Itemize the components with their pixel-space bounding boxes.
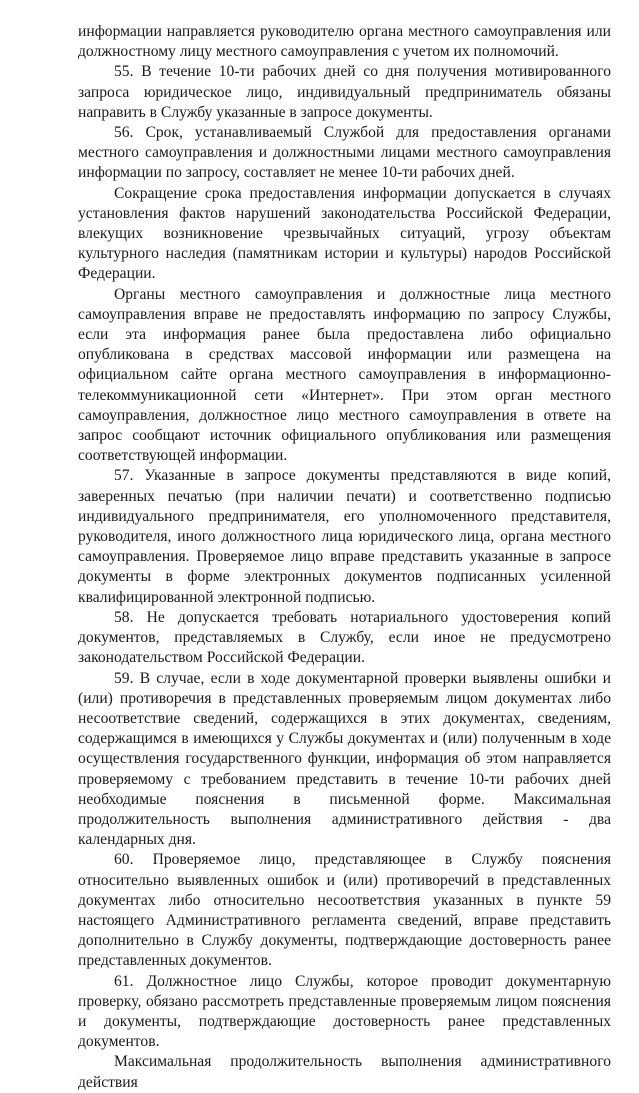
paragraph-56: 56. Срок, устанавливаемый Службой для предоставления органами местного самоуправления и должностными лицами местного самоуправления информации по запросу, составляет не менее 10-ти рабочих дней. — [78, 124, 611, 182]
paragraph-61: 61. Должностное лицо Службы, которое проводит документарную проверку, обязано рассмотреть представленные проверяемым лицом пояснения и документы, подтверждающие достоверность ранее представленных документов. — [78, 972, 611, 1051]
paragraph-59: 59. В случае, если в ходе документарной проверки выявлены ошибки и (или) противоречия в представленных проверяемым лицом документах либо несоответствие сведений, содержащихся в этих документах, сведениям, содержащимся в имеющихся у Службы документах и (или) полученным в ходе осуществления государственного функции, информация об этом направляется проверяемому с требованием представить в течение 10-ти рабочих дней необходимые пояснения в письменной форме. Максимальная продолжительность выполнения административного действия - два календарных дня. — [78, 669, 611, 849]
paragraph-60: 60. Проверяемое лицо, представляющее в Службу пояснения относительно выявленных ошибок и (или) противоречий в представленных документах либо относительно несоответствия указанных в пункте 59 настоящего Административного регламента сведений, вправе представить дополнительно в Службу документы, подтверждающие достоверность ранее представленных документов. — [78, 851, 611, 970]
paragraph-58: 58. Не допускается требовать нотариального удостоверения копий документов, представляемых в Службу, если иное не предусмотрено законодательством Российской Федерации. — [78, 608, 611, 667]
paragraph-continuation: информации направляется руководителю органа местного самоуправления или должностному лицу местного самоуправления с учетом их полномочий. — [78, 23, 611, 61]
paragraph-deadline-reduction: Сокращение срока предоставления информации допускается в случаях установления фактов нарушений законодательства Российской Федерации, влекущих возникновение чрезвычайных ситуаций, угрозу объектам культурного наследия (памятникам истории и культуры) народов Российской Федерации. — [78, 184, 611, 283]
paragraph-max-duration: Максимальная продолжительность выполнения административного действия — [78, 1053, 611, 1091]
paragraph-57: 57. Указанные в запросе документы представляются в виде копий, заверенных печатью (при наличии печати) и соответственно подписью индивидуального предпринимателя, его уполномоченного представителя, руководителя, иного должностного лица юридического лица, органа местного самоуправления. Проверяемое лицо вправе представить указанные в запросе документы в форме электронных документов подписанных усиленной квалифицированной электронной подписью. — [78, 467, 611, 606]
paragraph-55: 55. В течение 10-ти рабочих дней со дня получения мотивированного запроса юридическое лицо, индивидуальный предприниматель обязаны направить в Службу указанные в запросе документы. — [78, 63, 611, 121]
paragraph-local-authorities: Органы местного самоуправления и должностные лица местного самоуправления вправе не предоставлять информацию по запросу Службы, если эта информация ранее была предоставлена либо официально опубликована в средствах массовой информации или размещена на официальном сайте органа местного самоуправления в информационно-телекоммуникационной сети «Интернет». При этом орган местного самоуправления, должностное лицо местного самоуправления в ответе на запрос сообщают источник официального опубликования или размещения соответствующей информации. — [78, 285, 611, 465]
